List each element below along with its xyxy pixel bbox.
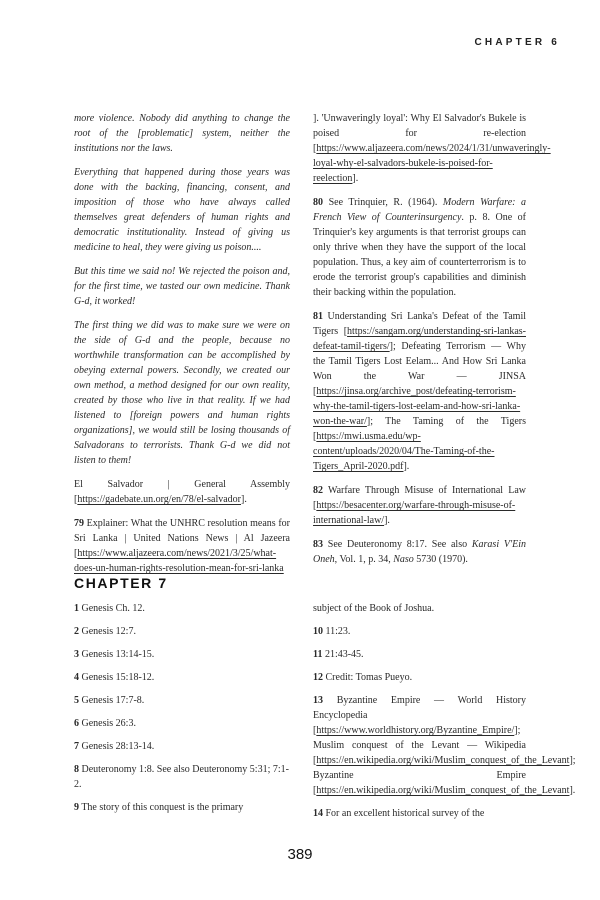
footnote-link[interactable]: https://en.wikipedia.org/wiki/Muslim_conquest_of_the_Levant bbox=[316, 755, 570, 766]
chapter-7-left-column bbox=[74, 601, 290, 815]
footnote-number: 14 bbox=[313, 808, 323, 819]
footnote-text: Genesis 15:18-12. bbox=[81, 672, 155, 683]
footnote-text: See Trinquier, R. (1964). bbox=[328, 197, 443, 208]
footnote-item bbox=[74, 647, 290, 662]
footnote-item bbox=[74, 624, 290, 639]
footnote-item bbox=[313, 647, 526, 662]
footnote-number: 6 bbox=[74, 718, 79, 729]
quote-paragraph-1: more violence. Nobody did anything to change the root of the [problematic] system, neither the institutions nor the laws. bbox=[74, 113, 290, 154]
footnote-text: Credit: Tomas Pueyo. bbox=[325, 672, 413, 683]
footnote-79 bbox=[74, 516, 290, 576]
footnote-number: 80 bbox=[313, 197, 323, 208]
footnote-text: Warfare Through Misuse of International Law [ bbox=[313, 485, 526, 511]
footnote-78-tail bbox=[74, 477, 290, 507]
footnote-item bbox=[313, 624, 526, 639]
running-header: CHAPTER 6 bbox=[474, 37, 560, 48]
footnote-text: ]; Defeating Terrorism — Why the Tamil Tigers Lost Eelam... And How Sri Lanka Won the War — JINSA [ bbox=[313, 341, 526, 397]
footnote-text: ]. 'Unwaveringly loyal': Why El Salvador's Bukele is poised for re-election [ bbox=[313, 113, 526, 154]
footnote-text: 21:43-45. bbox=[324, 649, 364, 660]
footnote-item bbox=[313, 670, 526, 685]
quote-paragraph-2: Everything that happened during those years was done with the backing, financing, consent, and imposition of those who have always called themselves great defenders of human rights and democratic institutionality. Instead of giving us medicine to heal, they were giving us poison.... bbox=[74, 167, 290, 253]
right-column-upper bbox=[313, 111, 551, 567]
footnote-number: 13 bbox=[313, 695, 323, 706]
footnote-text: Genesis 13:14-15. bbox=[81, 649, 155, 660]
footnote-item bbox=[313, 806, 526, 821]
footnote-link[interactable]: https://jinsa.org/archive_post/defeating-terrorism-why-the-tamil-tigers-lost-eelam-and-how-sri-lanka-won-the-war/ bbox=[313, 386, 521, 427]
footnote-79-continued bbox=[313, 111, 551, 186]
footnote-number: 8 bbox=[74, 764, 79, 775]
footnote-text: ]; The Taming of the Tigers [ bbox=[313, 416, 526, 442]
footnote-80 bbox=[313, 195, 526, 300]
footnote-link[interactable]: https://sangam.org/understanding-sri-lankas-defeat-tamil-tigers/ bbox=[313, 326, 526, 352]
footnote-81 bbox=[313, 309, 526, 474]
footnote-text: ]. bbox=[569, 785, 576, 796]
book-title: Modern Warfare: a French View of Counterinsurgency bbox=[313, 197, 527, 223]
footnote-text: ]. bbox=[384, 515, 390, 526]
footnote-item bbox=[74, 601, 290, 616]
footnote-text: ]; Byzantine Empire [ bbox=[313, 755, 576, 796]
footnote-link[interactable]: https://www.aljazeera.com/news/2024/1/31/unwaveringly-loyal-why-el-salvadors-bukele-is-poised-for-reelection bbox=[313, 143, 551, 184]
footnote-82 bbox=[313, 483, 526, 528]
chapter-7-right-column bbox=[313, 601, 576, 821]
footnote-9-continued: subject of the Book of Joshua. bbox=[313, 603, 435, 614]
footnote-item bbox=[74, 670, 290, 685]
footnote-number: 2 bbox=[74, 626, 79, 637]
quote-paragraph-3: But this time we said no! We rejected the poison and, for the first time, we tasted our own medicine. Thank G-d, it worked! bbox=[74, 266, 290, 307]
footnote-text: Understanding Sri Lanka's Defeat of the Tamil Tigers [ bbox=[313, 311, 527, 337]
footnote-item bbox=[74, 800, 290, 815]
footnote-number: 83 bbox=[313, 539, 323, 550]
footnote-text: Genesis 17:7-8. bbox=[81, 695, 145, 706]
footnote-link[interactable]: https://mwi.usma.edu/wp-content/uploads/2020/04/The-Taming-of-the-Tigers_April-2020.pdf bbox=[313, 431, 495, 472]
footnote-text: ]. bbox=[352, 173, 359, 184]
footnote-83 bbox=[313, 537, 526, 567]
footnote-text: ]. bbox=[403, 461, 410, 472]
footnote-number: 1 bbox=[74, 603, 79, 614]
footnote-number: 7 bbox=[74, 741, 79, 752]
book-title: Naso bbox=[393, 554, 414, 565]
footnote-number: 82 bbox=[313, 485, 323, 496]
footnote-text: El Salvador | General Assembly [ bbox=[74, 479, 290, 505]
footnote-text: Genesis 26:3. bbox=[81, 718, 136, 729]
footnote-item bbox=[74, 762, 290, 792]
footnote-link[interactable]: https://gadebate.un.org/en/78/el-salvador bbox=[77, 494, 242, 505]
footnote-text: Explainer: What the UNHRC resolution means for Sri Lanka | United Nations News | Al Jazeera [ bbox=[74, 518, 290, 559]
footnote-text: Genesis 28:13-14. bbox=[81, 741, 155, 752]
footnote-text: Byzantine Empire — World History Encyclopedia [ bbox=[313, 695, 527, 736]
footnote-number: 12 bbox=[313, 672, 323, 683]
footnote-item bbox=[74, 693, 290, 708]
footnote-text: Genesis 12:7. bbox=[81, 626, 136, 637]
footnote-number: 81 bbox=[313, 311, 323, 322]
footnote-text: The story of this conquest is the primary bbox=[81, 802, 244, 813]
footnote-link[interactable]: https://en.wikipedia.org/wiki/Muslim_conquest_of_the_Levant bbox=[316, 785, 570, 796]
footnote-number: 3 bbox=[74, 649, 79, 660]
footnote-text: See Deuteronomy 8:17. See also bbox=[327, 539, 472, 550]
footnote-number: 79 bbox=[74, 518, 84, 529]
footnote-link[interactable]: https://www.aljazeera.com/news/2021/3/25/what-does-un-human-rights-resolution-mean-for-sri-lanka bbox=[74, 548, 284, 574]
footnote-item bbox=[313, 693, 576, 798]
footnote-text: Deuteronomy 1:8. See also Deuteronomy 5:31; 7:1-2. bbox=[74, 764, 289, 790]
footnote-text: For an excellent historical survey of the bbox=[325, 808, 485, 819]
book-title: Karasi V'Ein Oneh bbox=[313, 539, 527, 565]
footnote-number: 11 bbox=[313, 649, 323, 660]
footnote-item bbox=[74, 739, 290, 754]
quote-paragraph-4: The first thing we did was to make sure we were on the side of G-d and the people, because no worthwhile transformation can be accomplished by obeying external powers. Secondly, we created our own method, a method designed for our own reality, created by those who live in that reality. If we had listened to [foreign powers and human rights organizations], we would still be losing thousands of Salvadorans to terrorists. Thank G-d we did not listen to them! bbox=[74, 320, 290, 466]
footnote-text: ]. bbox=[241, 494, 247, 505]
footnote-text: 11:23. bbox=[325, 626, 351, 637]
footnote-number: 10 bbox=[313, 626, 323, 637]
footnote-text: 5730 (1970). bbox=[413, 554, 468, 565]
footnote-link[interactable]: https://www.worldhistory.org/Byzantine_Empire/ bbox=[316, 725, 515, 736]
footnote-item bbox=[74, 716, 290, 731]
footnote-text: . p. 8. One of Trinquier's key arguments is that terrorist groups can only thrive when they have the support of the local population. Thus, a key aim of counterterrorism is to erode the terrorist group's capabilities and diminish their backing within the population. bbox=[313, 212, 526, 298]
footnote-text: , Vol. 1, p. 34, bbox=[334, 554, 394, 565]
footnote-text: Genesis Ch. 12. bbox=[81, 603, 145, 614]
footnote-number: 9 bbox=[74, 802, 79, 813]
chapter-7-heading: CHAPTER 7 bbox=[74, 575, 168, 591]
footnote-number: 4 bbox=[74, 672, 79, 683]
footnote-number: 5 bbox=[74, 695, 79, 706]
page-number: 389 bbox=[287, 846, 313, 863]
left-column-upper bbox=[74, 111, 290, 576]
footnote-link[interactable]: https://besacenter.org/warfare-through-misuse-of-international-law/ bbox=[313, 500, 516, 526]
footnote-text: ]; Muslim conquest of the Levant — Wikipedia [ bbox=[313, 725, 526, 766]
